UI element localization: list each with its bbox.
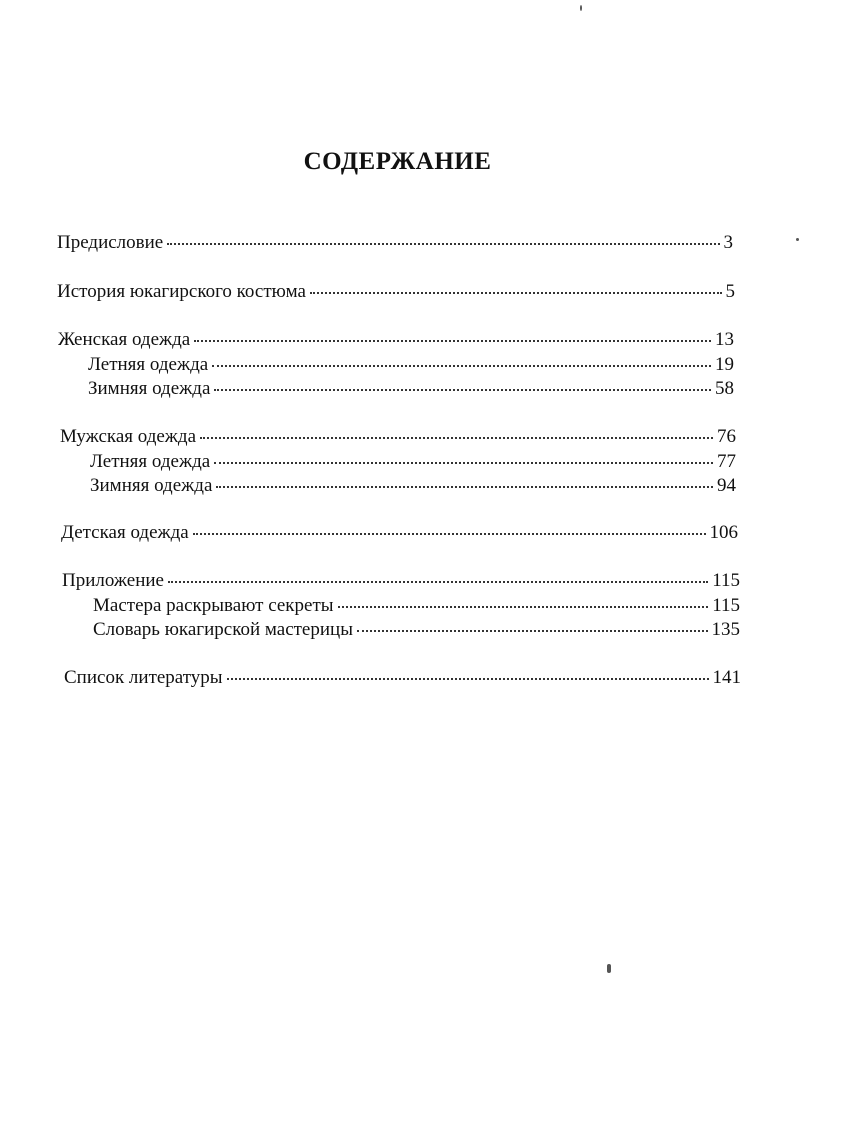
toc-entry-label: История юкагирского костюма xyxy=(57,281,306,302)
toc-page-number: 13 xyxy=(715,329,734,350)
toc-entry-label: Предисловие xyxy=(57,232,164,253)
toc-entry-label: Зимняя одежда xyxy=(88,378,211,399)
dot-leader xyxy=(194,326,711,345)
toc-entry-label: Мужская одежда xyxy=(60,426,197,447)
toc-page-number: 135 xyxy=(711,619,740,640)
dot-leader xyxy=(168,567,708,586)
page-title: СОДЕРЖАНИЕ xyxy=(303,148,492,175)
toc-entry-label: Словарь юкагирской мастерицы xyxy=(93,619,353,640)
scan-speck xyxy=(607,964,611,973)
dot-leader xyxy=(214,375,711,394)
toc-entry-masters-secrets xyxy=(93,592,740,618)
toc-page-number: 115 xyxy=(712,570,740,591)
toc-page-number: 76 xyxy=(717,426,736,447)
toc-entry-label: Приложение xyxy=(62,570,164,591)
toc-page-number: 3 xyxy=(723,232,733,253)
dot-leader xyxy=(214,448,713,467)
toc-entry-womens-clothing xyxy=(58,326,734,352)
toc-entry-label: Детская одежда xyxy=(61,522,189,543)
dot-leader xyxy=(200,423,713,442)
toc-entry-label: Зимняя одежда xyxy=(90,475,213,496)
toc-page-number: 141 xyxy=(712,667,741,688)
toc-entry-label: Женская одежда xyxy=(58,329,191,350)
toc-page-number: 94 xyxy=(717,475,736,496)
dot-leader xyxy=(212,351,711,370)
scan-speck xyxy=(580,5,582,11)
toc-entry-womens-winter xyxy=(88,375,734,401)
toc-page-number: 5 xyxy=(725,281,735,302)
dot-leader xyxy=(338,592,709,611)
dot-leader xyxy=(310,278,722,297)
toc-entry-mens-clothing xyxy=(60,423,736,449)
dot-leader xyxy=(167,229,719,248)
dot-leader xyxy=(357,616,708,635)
dot-leader xyxy=(193,519,706,538)
toc-entry-preface xyxy=(57,229,733,255)
toc-entry-label: Мастера раскрывают секреты xyxy=(93,595,334,616)
toc-entry-label: Летняя одежда xyxy=(88,354,209,375)
toc-entry-label: Летняя одежда xyxy=(90,451,211,472)
dot-leader xyxy=(216,472,713,491)
toc-entry-womens-summer xyxy=(88,351,734,377)
toc-entry-mens-summer xyxy=(90,448,736,474)
toc-entry-bibliography xyxy=(64,664,741,690)
toc-page-number: 106 xyxy=(709,522,738,543)
toc-page-number: 115 xyxy=(712,595,740,616)
toc-entry-mens-winter xyxy=(90,472,736,498)
toc-page-number: 77 xyxy=(717,451,736,472)
toc-entry-history xyxy=(57,278,735,304)
toc-entry-appendix xyxy=(62,567,740,593)
toc-entry-label: Список литературы xyxy=(64,667,223,688)
scan-speck xyxy=(796,238,799,241)
toc-entry-childrens-clothing xyxy=(61,519,738,545)
toc-page-number: 58 xyxy=(715,378,734,399)
dot-leader xyxy=(227,664,709,683)
toc-entry-dictionary xyxy=(93,616,740,642)
toc-page-number: 19 xyxy=(715,354,734,375)
